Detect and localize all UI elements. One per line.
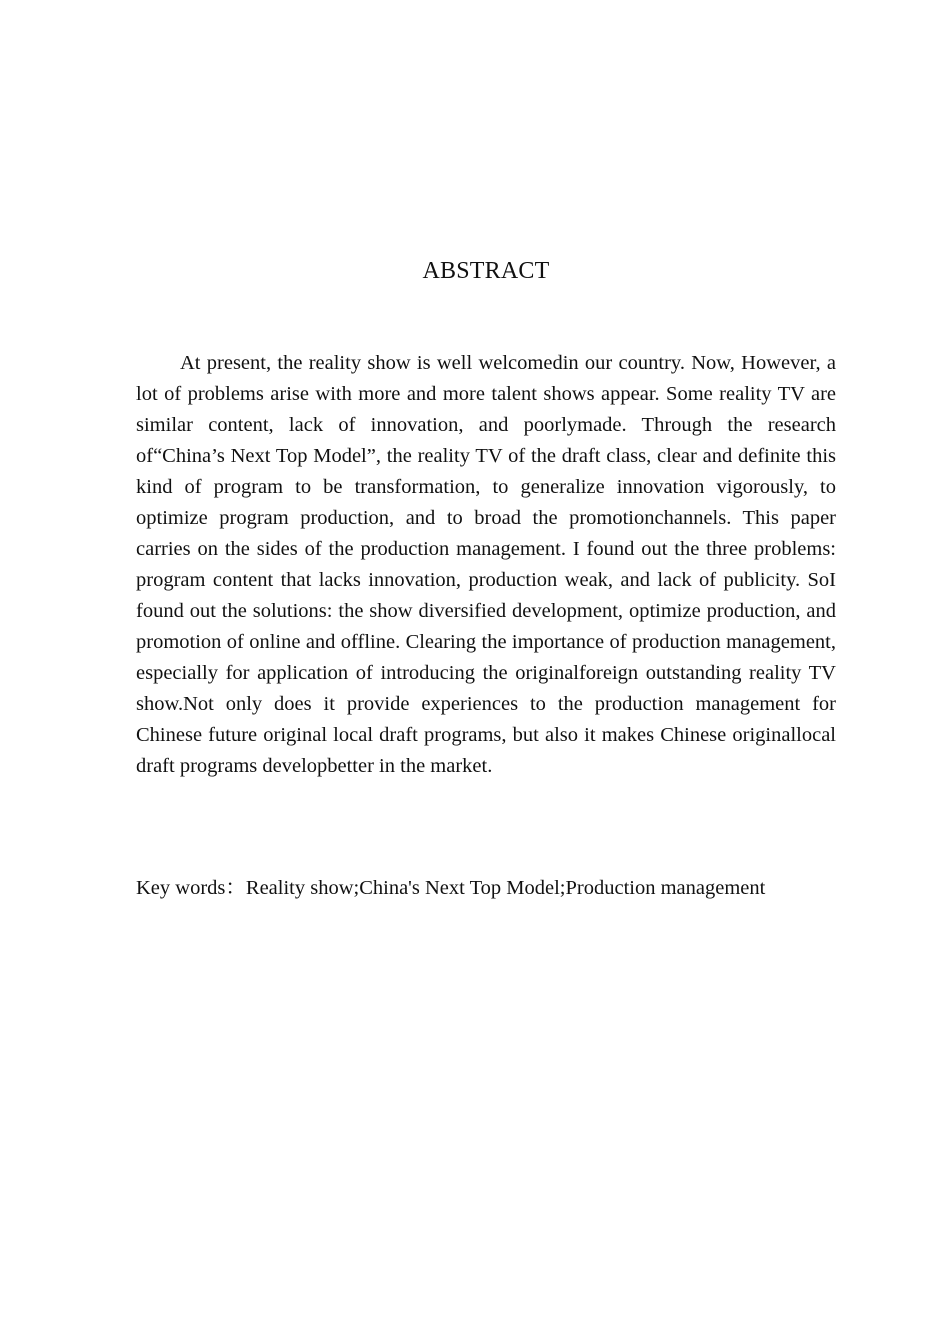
keywords-line [136,873,896,904]
keywords-label: Key words： [136,877,246,899]
page-title: ABSTRACT [422,258,550,284]
abstract-paragraph: At present, the reality show is well welcomedin our country. Now, However, a lot of problems arise with more and more talent shows appear. Some reality TV are similar content, lack of innovation, and poorlymade. Through the research of“China’s Next Top Model”, the reality TV of the draft class, clear and definite this kind of program to be transformation, to generalize innovation vigorously, to optimize program production, and to broad the promotionchannels. This paper carries on the sides of the production management. I found out the three problems: program content that lacks innovation, production weak, and lack of publicity. SoI found out the solutions: the show diversified development, optimize production, and promotion of online and offline. Clearing the importance of production management, especially for application of introducing the originalforeign outstanding reality TV show.Not only does it provide experiences to the production management for Chinese future original local draft programs, but also it makes Chinese originallocal draft programs developbetter in the market. [136,352,836,777]
keywords-value: Reality show;China's Next Top Model;Production management [245,877,766,899]
